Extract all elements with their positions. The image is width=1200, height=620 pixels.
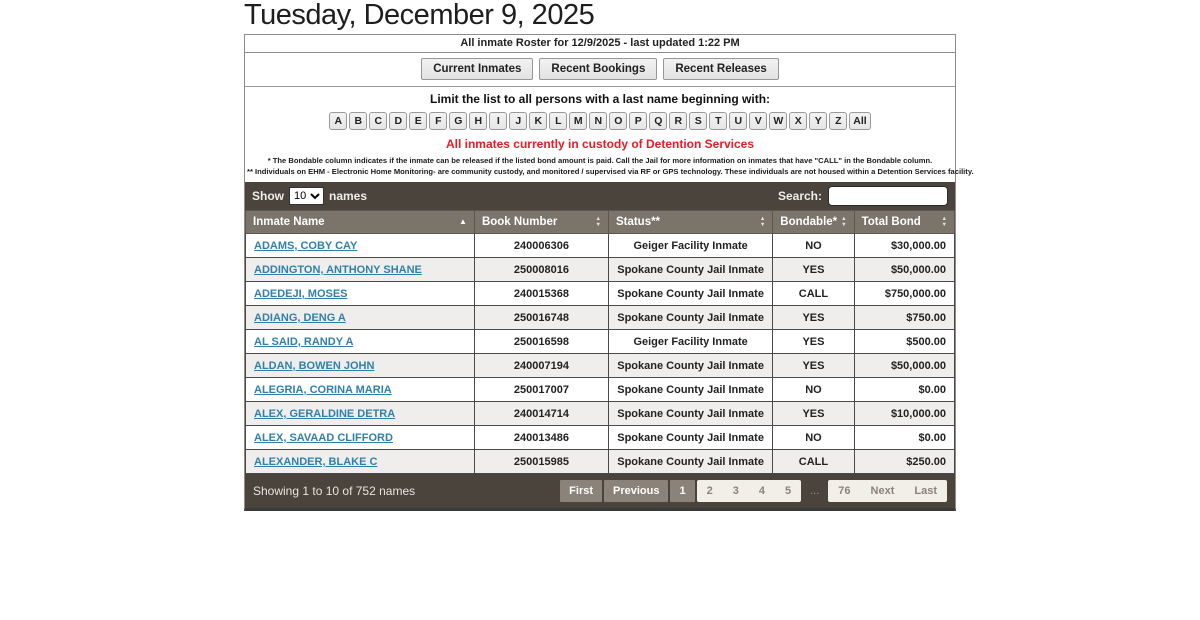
inmate-name-link[interactable]: ADEDEJI, MOSES: [254, 287, 348, 300]
status-cell: Geiger Facility Inmate: [608, 330, 772, 354]
bondable-cell: CALL: [773, 450, 854, 474]
letter-filter-h[interactable]: H: [469, 112, 487, 130]
filter-section: [245, 92, 974, 182]
table-row: [246, 354, 955, 378]
showing-summary: Showing 1 to 10 of 752 names: [253, 484, 416, 499]
inmate-name-link[interactable]: ALEXANDER, BLAKE C: [254, 455, 378, 468]
bondable-cell: YES: [773, 402, 854, 426]
inmate-name-cell: [246, 426, 475, 450]
letter-filter-o[interactable]: O: [609, 112, 627, 130]
bondable-cell: YES: [773, 330, 854, 354]
inmate-name-link[interactable]: ALDAN, BOWEN JOHN: [254, 359, 375, 372]
status-cell: Spokane County Jail Inmate: [608, 282, 772, 306]
status-cell: Spokane County Jail Inmate: [608, 306, 772, 330]
letter-filter-j[interactable]: J: [509, 112, 527, 130]
view-button-current-inmates[interactable]: Current Inmates: [421, 58, 533, 80]
book-number-cell: 240014714: [474, 402, 608, 426]
pagination-page-4[interactable]: 4: [758, 485, 765, 498]
inmate-name-cell: [246, 330, 475, 354]
book-number-cell: 250016748: [474, 306, 608, 330]
bondable-cell: YES: [773, 306, 854, 330]
table-footer: [245, 474, 955, 508]
column-header-bondable[interactable]: [773, 210, 854, 234]
bondable-cell: YES: [773, 258, 854, 282]
letter-filter-t[interactable]: T: [709, 112, 727, 130]
table-header-row: [246, 210, 955, 234]
roster-panel: [244, 53, 974, 511]
sort-both-icon: ▲ ▼: [841, 215, 847, 229]
footnotes: [245, 154, 974, 182]
roster-title-bar: All inmate Roster for 12/9/2025 - last updated 1:22 PM: [244, 34, 956, 53]
sort-both-icon: ▲ ▼: [759, 215, 766, 229]
pagination-page-group: [697, 480, 802, 502]
pagination-page-76[interactable]: 76: [838, 485, 851, 498]
alphabet-filter: [245, 110, 955, 132]
column-header-label: Total Bond: [861, 216, 921, 229]
total-bond-cell: $10,000.00: [854, 402, 954, 426]
pagination-page-2[interactable]: 2: [706, 485, 713, 498]
table-row: [246, 234, 955, 258]
bondable-cell: NO: [773, 378, 854, 402]
status-cell: Spokane County Jail Inmate: [608, 402, 772, 426]
inmate-name-cell: [246, 378, 475, 402]
status-cell: Spokane County Jail Inmate: [608, 354, 772, 378]
inmate-name-link[interactable]: ADDINGTON, ANTHONY SHANE: [254, 263, 422, 276]
pagination-previous[interactable]: Previous: [604, 480, 668, 502]
total-bond-cell: $50,000.00: [854, 258, 954, 282]
letter-filter-m[interactable]: M: [569, 112, 587, 130]
book-number-cell: 240006306: [474, 234, 608, 258]
letter-filter-y[interactable]: Y: [809, 112, 827, 130]
letter-filter-a[interactable]: A: [329, 112, 347, 130]
pagination-next[interactable]: Next: [870, 485, 895, 498]
inmate-name-link[interactable]: ADIANG, DENG A: [254, 311, 346, 324]
letter-filter-i[interactable]: I: [489, 112, 507, 130]
pagination-page-current[interactable]: 1: [670, 480, 694, 502]
custody-notice: All inmates currently in custody of Detention Services: [445, 137, 755, 151]
inmate-name-link[interactable]: AL SAID, RANDY A: [254, 335, 354, 348]
inmate-name-link[interactable]: ALEX, SAVAAD CLIFFORD: [254, 431, 393, 444]
letter-filter-e[interactable]: E: [409, 112, 427, 130]
total-bond-cell: $250.00: [854, 450, 954, 474]
total-bond-cell: $30,000.00: [854, 234, 954, 258]
column-header-inmate-name[interactable]: [246, 210, 475, 234]
letter-filter-d[interactable]: D: [389, 112, 407, 130]
table-row: [246, 402, 955, 426]
letter-filter-k[interactable]: K: [529, 112, 547, 130]
column-header-book-number[interactable]: [474, 210, 608, 234]
letter-filter-r[interactable]: R: [669, 112, 687, 130]
letter-filter-z[interactable]: Z: [829, 112, 847, 130]
column-header-label: Status**: [615, 216, 661, 229]
column-header-label: Book Number: [481, 216, 558, 229]
bondable-cell: YES: [773, 354, 854, 378]
footnote-ehm: ** Individuals on EHM - Electronic Home Monitoring- are community custody, and monitored / supervised via RF or GPS technology. These individuals are not housed within a Detention Services facility.: [247, 167, 974, 177]
inmate-name-link[interactable]: ALEX, GERALDINE DETRA: [254, 407, 396, 420]
page: [244, 0, 974, 511]
bondable-cell: NO: [773, 234, 854, 258]
total-bond-cell: $750.00: [854, 306, 954, 330]
bondable-cell: NO: [773, 426, 854, 450]
view-button-recent-bookings[interactable]: Recent Bookings: [539, 58, 657, 80]
letter-filter-x[interactable]: X: [789, 112, 807, 130]
pagination-page-3[interactable]: 3: [732, 485, 739, 498]
sort-ascending-icon: ▲: [459, 217, 467, 227]
inmate-name-cell: [246, 354, 475, 378]
book-number-cell: 250016598: [474, 330, 608, 354]
letter-filter-c[interactable]: C: [369, 112, 387, 130]
footnote-bondable: * The Bondable column indicates if the inmate can be released if the listed bond amount is paid. Call the Jail for more information on inmates that have "CALL" in the Bondable column.: [267, 156, 933, 165]
page-size-select[interactable]: [289, 187, 324, 205]
search-label: Search:: [777, 188, 822, 203]
column-header-status[interactable]: [608, 210, 772, 234]
view-buttons-row: [245, 53, 955, 87]
total-bond-cell: $0.00: [854, 426, 954, 450]
letter-filter-g[interactable]: G: [449, 112, 467, 130]
table-row: [246, 282, 955, 306]
status-cell: Spokane County Jail Inmate: [608, 450, 772, 474]
letter-filter-u[interactable]: U: [729, 112, 747, 130]
table-toolbar: [245, 182, 955, 210]
view-button-recent-releases[interactable]: Recent Releases: [663, 58, 778, 80]
total-bond-cell: $50,000.00: [854, 354, 954, 378]
inmate-name-cell: [246, 234, 475, 258]
page-title: Tuesday, December 9, 2025: [244, 0, 595, 31]
column-header-label: Inmate Name: [253, 216, 325, 229]
bondable-cell: CALL: [773, 282, 854, 306]
letter-filter-s[interactable]: S: [689, 112, 707, 130]
sort-both-icon: ▲ ▼: [941, 215, 947, 229]
letter-filter-v[interactable]: V: [749, 112, 767, 130]
table-row: [246, 258, 955, 282]
total-bond-cell: $0.00: [854, 378, 954, 402]
inmate-name-cell: [246, 258, 475, 282]
pagination-first[interactable]: First: [560, 480, 602, 502]
inmate-name-link[interactable]: ADAMS, COBY CAY: [254, 239, 358, 252]
status-cell: Spokane County Jail Inmate: [608, 258, 772, 282]
table-row: [246, 426, 955, 450]
pagination-end-group: [828, 480, 947, 502]
search-input[interactable]: [828, 186, 948, 206]
sort-both-icon: ▲ ▼: [595, 215, 601, 229]
status-cell: Spokane County Jail Inmate: [608, 426, 772, 450]
inmate-name-cell: [246, 450, 475, 474]
pagination: [560, 480, 947, 502]
total-bond-cell: $750,000.00: [854, 282, 954, 306]
book-number-cell: 240007194: [474, 354, 608, 378]
inmate-name-cell: [246, 402, 475, 426]
table-row: [246, 306, 955, 330]
column-header-label: Bondable*: [780, 216, 838, 229]
pagination-ellipsis: ...: [810, 485, 820, 498]
inmate-name-link[interactable]: ALEGRIA, CORINA MARIA: [254, 383, 392, 396]
inmate-name-cell: [246, 306, 475, 330]
inmate-name-cell: [246, 282, 475, 306]
inmate-table: [245, 210, 955, 475]
show-label: Show: [252, 188, 284, 203]
column-header-total-bond[interactable]: [854, 210, 954, 234]
page-size-control: [252, 187, 367, 205]
book-number-cell: 250008016: [474, 258, 608, 282]
letter-filter-b[interactable]: B: [349, 112, 367, 130]
filter-heading: Limit the list to all persons with a last name beginning with:: [429, 92, 771, 106]
letter-filter-p[interactable]: P: [629, 112, 647, 130]
letter-filter-all[interactable]: All: [849, 112, 870, 130]
table-row: [246, 378, 955, 402]
search-control: [778, 186, 948, 206]
pagination-page-5[interactable]: 5: [784, 485, 792, 498]
book-number-cell: 240015368: [474, 282, 608, 306]
total-bond-cell: $500.00: [854, 330, 954, 354]
table-row: [246, 330, 955, 354]
names-label: names: [329, 188, 368, 203]
book-number-cell: 250015985: [474, 450, 608, 474]
status-cell: Geiger Facility Inmate: [608, 234, 772, 258]
book-number-cell: 240013486: [474, 426, 608, 450]
status-cell: Spokane County Jail Inmate: [608, 378, 772, 402]
table-row: [246, 450, 955, 474]
letter-filter-f[interactable]: F: [429, 112, 447, 130]
pagination-last[interactable]: Last: [914, 485, 937, 498]
letter-filter-n[interactable]: N: [589, 112, 607, 130]
letter-filter-l[interactable]: L: [549, 112, 567, 130]
book-number-cell: 250017007: [474, 378, 608, 402]
letter-filter-q[interactable]: Q: [649, 112, 667, 130]
letter-filter-w[interactable]: W: [769, 112, 787, 130]
